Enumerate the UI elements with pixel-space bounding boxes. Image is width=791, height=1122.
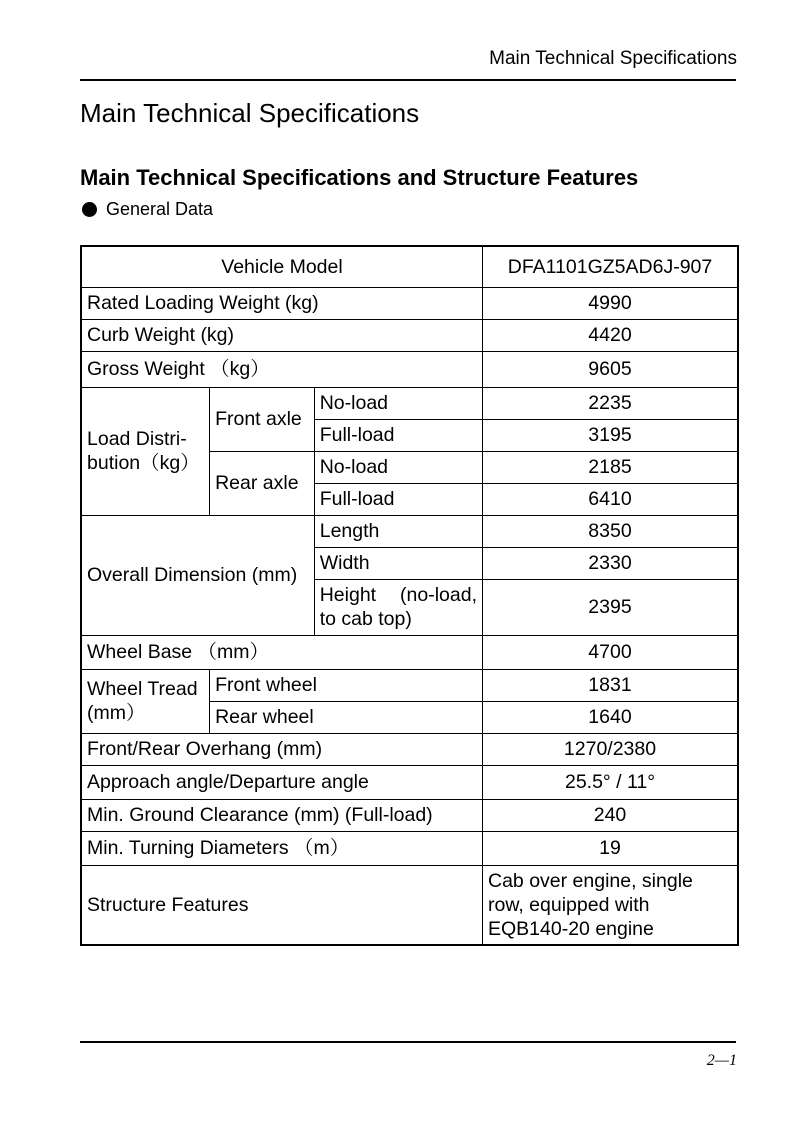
table-row xyxy=(81,765,738,799)
width-value: 2330 xyxy=(483,547,739,579)
front-axle-no-load-value: 2235 xyxy=(483,387,739,419)
rear-wheel-label: Rear wheel xyxy=(210,701,483,733)
load-distribution-label: Load Distri- bution（kg） xyxy=(81,387,210,515)
table-row xyxy=(81,319,738,351)
bullet-icon xyxy=(82,202,97,217)
length-value: 8350 xyxy=(483,515,739,547)
page-title: Main Technical Specifications xyxy=(80,98,420,128)
ground-clearance-value: 240 xyxy=(483,799,739,831)
turning-diameter-value: 19 xyxy=(483,831,739,865)
table-row xyxy=(81,733,738,765)
rear-axle-no-load-value: 2185 xyxy=(483,451,739,483)
table-row xyxy=(81,669,738,701)
rated-loading-weight-value: 4990 xyxy=(483,287,739,319)
specifications-table xyxy=(80,245,739,946)
table-row xyxy=(81,246,738,287)
overall-dimension-label: Overall Dimension (mm) xyxy=(81,515,314,635)
height-value: 2395 xyxy=(483,579,739,635)
subsection-heading xyxy=(82,199,213,220)
footer-rule xyxy=(80,1041,736,1043)
section-title: Main Technical Specifications and Structure Features xyxy=(80,165,639,190)
table-row xyxy=(81,799,738,831)
page-number: 2—1 xyxy=(706,1052,737,1069)
structure-features-value: Cab over engine, single row, equipped with EQB140-20 engine xyxy=(483,865,739,945)
rear-wheel-value: 1640 xyxy=(483,701,739,733)
subsection-label: General Data xyxy=(106,199,214,219)
rear-axle-full-load-value: 6410 xyxy=(483,483,739,515)
table-row xyxy=(81,635,738,669)
front-axle-full-load-label: Full-load xyxy=(314,419,482,451)
angle-value: 25.5° / 11° xyxy=(483,765,739,799)
front-axle-label: Front axle xyxy=(210,387,315,451)
ground-clearance-label: Min. Ground Clearance (mm) (Full-load) xyxy=(81,799,483,831)
gross-weight-label: Gross Weight （kg） xyxy=(81,351,483,387)
structure-features-label: Structure Features xyxy=(81,865,483,945)
wheel-tread-label: Wheel Tread (mm） xyxy=(81,669,210,733)
length-label: Length xyxy=(314,515,482,547)
curb-weight-label: Curb Weight (kg) xyxy=(81,319,483,351)
table-row xyxy=(81,865,738,945)
running-header: Main Technical Specifications xyxy=(489,48,737,69)
rear-axle-full-load-label: Full-load xyxy=(314,483,482,515)
table-row xyxy=(81,287,738,319)
front-wheel-label: Front wheel xyxy=(210,669,483,701)
header-rule xyxy=(80,79,736,81)
table-row xyxy=(81,515,738,547)
curb-weight-value: 4420 xyxy=(483,319,739,351)
front-axle-full-load-value: 3195 xyxy=(483,419,739,451)
wheel-base-label: Wheel Base （mm） xyxy=(81,635,483,669)
wheel-base-value: 4700 xyxy=(483,635,739,669)
vehicle-model-label: Vehicle Model xyxy=(81,246,483,287)
overhang-label: Front/Rear Overhang (mm) xyxy=(81,733,483,765)
table-row xyxy=(81,831,738,865)
gross-weight-value: 9605 xyxy=(483,351,739,387)
width-label: Width xyxy=(314,547,482,579)
table-row xyxy=(81,351,738,387)
vehicle-model-value: DFA1101GZ5AD6J-907 xyxy=(483,246,739,287)
front-axle-no-load-label: No-load xyxy=(314,387,482,419)
overhang-value: 1270/2380 xyxy=(483,733,739,765)
rated-loading-weight-label: Rated Loading Weight (kg) xyxy=(81,287,483,319)
turning-diameter-label: Min. Turning Diameters （m） xyxy=(81,831,483,865)
rear-axle-label: Rear axle xyxy=(210,451,315,515)
front-wheel-value: 1831 xyxy=(483,669,739,701)
angle-label: Approach angle/Departure angle xyxy=(81,765,483,799)
table-row xyxy=(81,387,738,419)
height-label: Height (no-load, to cab top) xyxy=(314,579,482,635)
rear-axle-no-load-label: No-load xyxy=(314,451,482,483)
